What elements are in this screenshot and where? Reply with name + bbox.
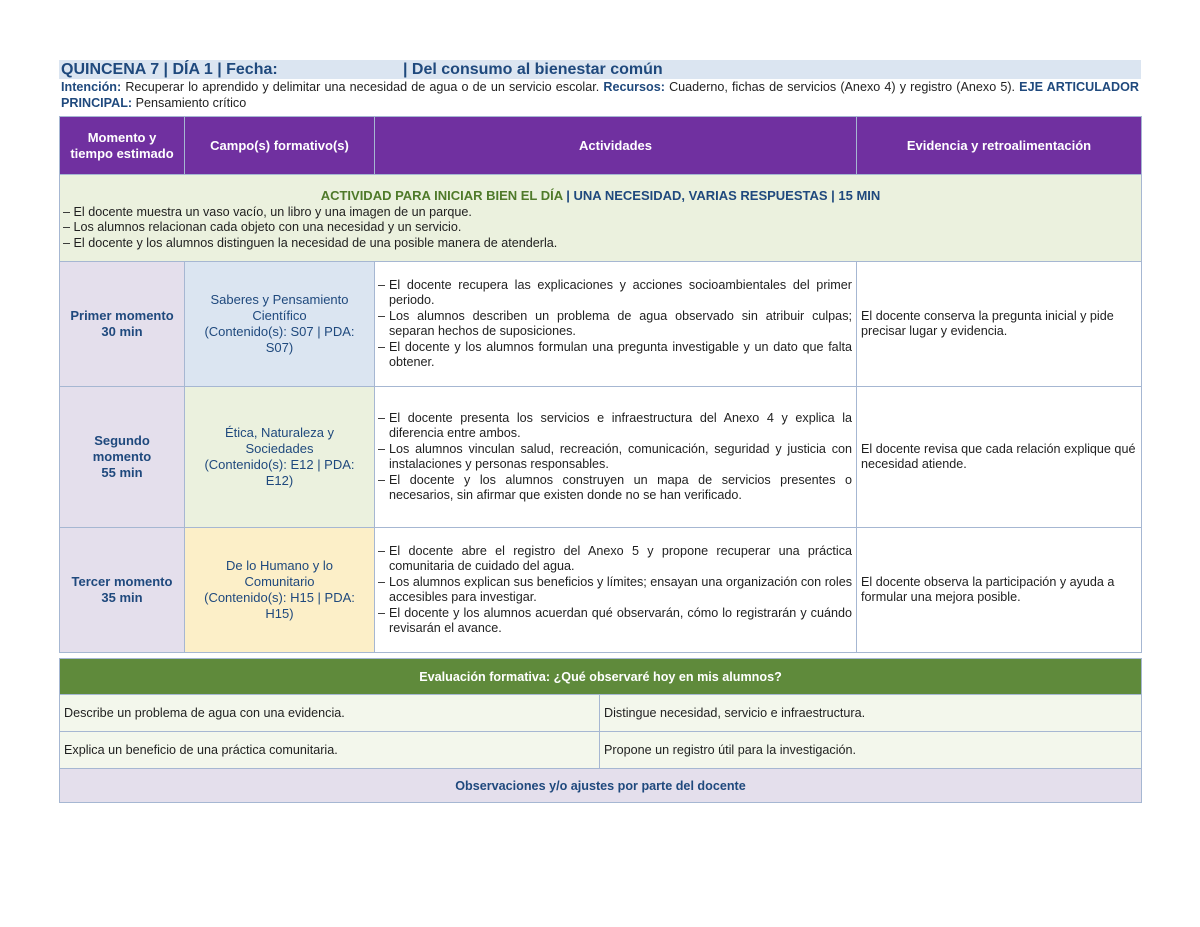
campo-name: Saberes y Pensamiento Científico [210,292,349,323]
page-title: QUINCENA 7 | DÍA 1 | Fecha: [61,61,278,78]
dash: – [378,410,386,425]
observations-row [60,769,1142,803]
table-row [60,262,1142,387]
moment-time: 30 min [101,324,143,339]
activity-item [378,278,852,309]
evaluation-item: Distingue necesidad, servicio e infraestructura. [600,695,1142,732]
dash: – [378,574,386,589]
campo-cell [185,262,375,387]
activity-item [378,606,852,637]
campo-contenido: (Contenido(s): H15 | PDA: H15) [204,590,355,621]
evaluation-header-row [60,659,1142,695]
moment-cell [60,262,185,387]
dash: – [378,441,386,456]
activity-text: El docente y los alumnos formulan una pregunta investigable y un dato que falta obtener. [389,339,852,369]
table-header-row [60,117,1142,175]
header-moment: Momento y tiempo estimado [60,117,185,175]
header-actividades: Actividades [375,117,857,175]
activity-text: Los alumnos describen un problema de agua observado sin atribuir culpas; separan hechos de suposiciones. [389,308,852,338]
opening-title-green: ACTIVIDAD PARA INICIAR BIEN EL DÍA [320,188,563,203]
planning-page [59,60,1141,803]
opening-activity-row [60,175,1142,262]
table-row [60,528,1142,653]
table-row [60,387,1142,528]
activity-item [378,309,852,340]
header-evidencia: Evidencia y retroalimentación [857,117,1142,175]
page-subtitle: | Del consumo al bienestar común [403,61,663,78]
evaluation-row [60,695,1142,732]
activity-text: El docente recupera las explicaciones y acciones socioambientales del primer periodo. [389,277,852,307]
header-campo: Campo(s) formativo(s) [185,117,375,175]
activity-text: Los alumnos explican sus beneficios y límites; ensayan una organización con roles accesibles para investigar. [389,574,852,604]
moment-cell [60,528,185,653]
activity-text: El docente y los alumnos acuerdan qué observarán, cómo lo registrarán y cuándo revisarán el avance. [389,605,852,635]
activity-item [378,411,852,442]
opening-title-blue: | UNA NECESIDAD, VARIAS RESPUESTAS | 15 MIN [566,188,881,203]
activities-cell [375,528,857,653]
evidence-cell: El docente conserva la pregunta inicial y pide precisar lugar y evidencia. [857,262,1142,387]
activities-cell [375,387,857,528]
activities-cell [375,262,857,387]
opening-activity-title [60,188,1141,204]
dash: – [378,543,386,558]
opening-line: – El docente muestra un vaso vacío, un libro y una imagen de un parque. [63,204,472,219]
evidence-cell: El docente revisa que cada relación explique qué necesidad atiende. [857,387,1142,528]
evaluation-item: Propone un registro útil para la investigación. [600,732,1142,769]
campo-contenido: (Contenido(s): E12 | PDA: E12) [204,457,355,488]
campo-cell [185,387,375,528]
moment-name: Primer momento [70,308,174,323]
moment-name: Tercer momento [71,574,173,589]
activity-text: El docente presenta los servicios e infraestructura del Anexo 4 y explica la diferencia entre ambos. [389,410,852,440]
activity-item [378,544,852,575]
campo-contenido: (Contenido(s): S07 | PDA: S07) [204,324,355,355]
evaluation-item: Explica un beneficio de una práctica comunitaria. [60,732,600,769]
activity-item [378,473,852,504]
evidence-cell: El docente observa la participación y ayuda a formular una mejora posible. [857,528,1142,653]
campo-cell [185,528,375,653]
evaluation-table [59,658,1142,803]
observations-title: Observaciones y/o ajustes por parte del docente [60,769,1142,803]
recursos-label: Recursos: [603,80,665,94]
dash: – [378,472,386,487]
activity-item [378,340,852,371]
moment-time: 55 min [101,465,143,480]
activity-text: El docente abre el registro del Anexo 5 y propone recuperar una práctica comunitaria de cuidado del agua. [389,543,852,573]
title-bar [59,60,1141,79]
intencion-text: Recuperar lo aprendido y delimitar una necesidad de agua o de un servicio escolar. [125,80,600,94]
moment-time: 35 min [101,590,143,605]
activity-item [378,442,852,473]
moment-cell [60,387,185,528]
activity-item [378,575,852,606]
evaluation-item: Describe un problema de agua con una evidencia. [60,695,600,732]
dash: – [378,339,386,354]
opening-activity-cell [60,175,1142,262]
moment-name: Segundo momento [92,433,152,464]
eje-label: EJE ARTICULADOR PRINCIPAL: [61,80,1139,110]
opening-line: – Los alumnos relacionan cada objeto con una necesidad y un servicio. [63,220,462,234]
campo-name: Ética, Naturaleza y Sociedades [224,425,335,456]
intent-block [59,79,1141,113]
eje-text: Pensamiento crítico [135,95,247,110]
evaluation-title: Evaluación formativa: ¿Qué observaré hoy en mis alumnos? [60,659,1142,695]
dash: – [378,605,386,620]
activity-text: Los alumnos vinculan salud, recreación, comunicación, seguridad y justicia con instalaciones y personas responsables. [389,441,852,471]
campo-name: De lo Humano y lo Comunitario [226,558,333,589]
dash: – [378,277,386,292]
recursos-text: Cuaderno, fichas de servicios (Anexo 4) y registro (Anexo 5). [669,80,1016,94]
dash: – [378,308,386,323]
evaluation-row [60,732,1142,769]
activity-text: El docente y los alumnos construyen un mapa de servicios presentes o necesarios, sin afirmar que existen donde no se han verificado. [389,472,852,502]
opening-line: – El docente y los alumnos distinguen la necesidad de una posible manera de atenderla. [63,235,558,250]
activities-table [59,116,1142,653]
intencion-label: Intención: [61,80,122,94]
